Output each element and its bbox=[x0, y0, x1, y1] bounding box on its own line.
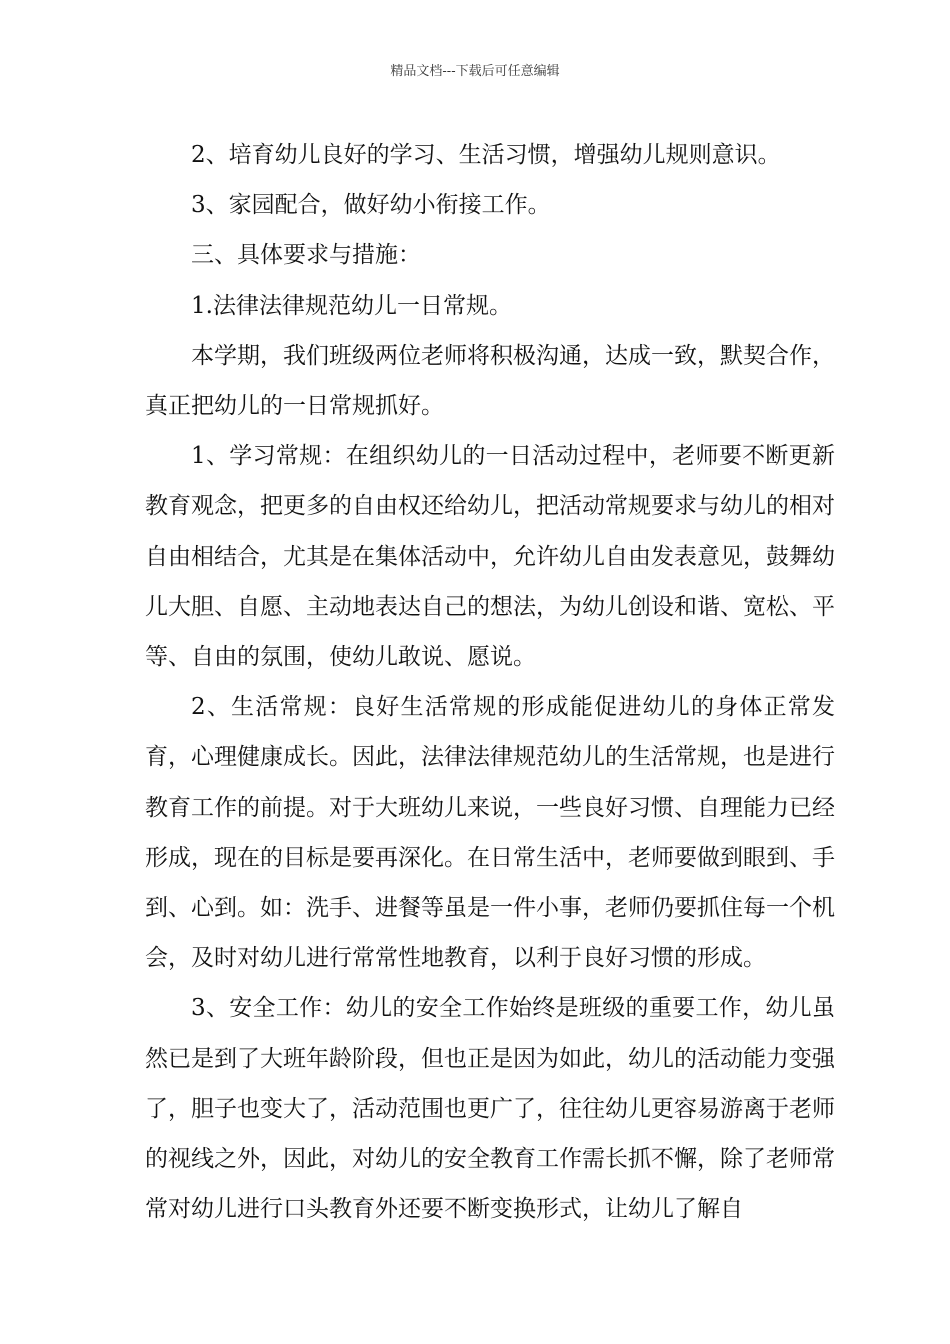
paragraph-goal-3: 3、家园配合，做好幼小衔接工作。 bbox=[191, 192, 551, 219]
document-body bbox=[145, 130, 835, 1234]
paragraph-life-routine: 2、生活常规：良好生活常规的形成能促进幼儿的身体正常发育，心理健康成长。因此，法律法律规范幼儿的生活常规，也是进行教育工作的前提。对于大班幼儿来说，一些良好习惯、自理能力已经形成，现在的目标是要再深化。在日常生活中，老师要做到眼到、手到、心到。如：洗手、进餐等虽是一件小事，老师仍要抓住每一个机会，及时对幼儿进行常常性地教育，以利于良好习惯的形成。 bbox=[145, 694, 835, 972]
paragraph-intro: 本学期，我们班级两位老师将积极沟通，达成一致，默契合作，真正把幼儿的一日常规抓好。 bbox=[145, 342, 835, 420]
paragraph-goal-2: 2、培育幼儿良好的学习、生活习惯，增强幼儿规则意识。 bbox=[191, 142, 781, 168]
paragraph-safety-work: 3、安全工作：幼儿的安全工作始终是班级的重要工作，幼儿虽然已是到了大班年龄阶段，但也正是因为如此，幼儿的活动能力变强了，胆子也变大了，活动范围也更广了，往往幼儿更容易游离于老师的视线之外，因此，对幼儿的安全教育工作需长抓不懈，除了老师常常对幼儿进行口头教育外还要不断变换形式，让幼儿了解自 bbox=[145, 995, 835, 1223]
subheading-daily-routine: 1.法律法律规范幼儿一日常规。 bbox=[191, 292, 512, 319]
section-heading-requirements: 三、具体要求与措施： bbox=[191, 242, 421, 269]
paragraph-study-routine: 1、学习常规：在组织幼儿的一日活动过程中，老师要不断更新教育观念，把更多的自由权还给幼儿，把活动常规要求与幼儿的相对自由相结合，尤其是在集体活动中，允许幼儿自由发表意见，鼓舞幼儿大胆、自愿、主动地表达自己的想法，为幼儿创设和谐、宽松、平等、自由的氛围，使幼儿敢说、愿说。 bbox=[145, 443, 835, 671]
page-header: 精品文档---下载后可任意编辑 bbox=[390, 64, 560, 79]
